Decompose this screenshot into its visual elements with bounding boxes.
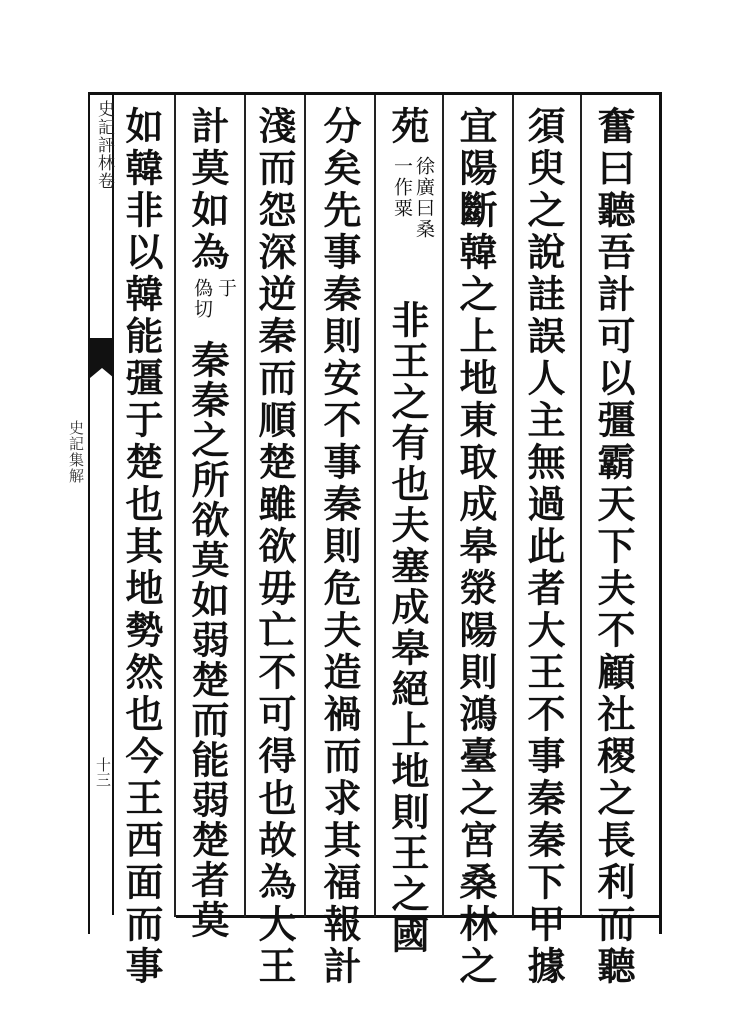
column-rule xyxy=(174,95,176,917)
column-rule xyxy=(512,95,514,917)
column-rule xyxy=(442,95,444,917)
annotation-note-left: 偽切 xyxy=(191,278,213,320)
margin-page-number: 十三 xyxy=(94,757,112,787)
column-rule xyxy=(374,95,376,917)
text-column-3: 宜陽斷韓之上地東取成皋滎陽則鴻臺之宮桑林之 xyxy=(453,106,498,988)
margin-book-title: 史記評林卷 xyxy=(94,100,114,190)
text-column-7-head: 計莫如為 xyxy=(185,106,230,274)
column-rule xyxy=(580,95,582,917)
annotation-note-left: 一作粟 xyxy=(391,156,413,219)
text-column-1: 奮曰聽吾計可以彊霸天下夫不顧社稷之長利而聽 xyxy=(591,106,636,988)
margin-strip xyxy=(90,95,114,915)
text-column-7-tail: 秦秦之所欲莫如弱楚而能弱楚者莫 xyxy=(185,340,230,940)
fishtail-mark-icon xyxy=(90,338,114,368)
text-column-4-tail: 非王之有也夫塞成皋絕上地則王之國 xyxy=(385,300,430,956)
text-column-8: 如韓非以韓能彊于楚也其地勢然也今王西面而事 xyxy=(119,106,164,988)
text-column-4-head: 苑 xyxy=(385,106,430,148)
text-column-2: 須臾之說詿誤人主無過此者大王不事秦秦下甲據 xyxy=(521,106,566,988)
text-column-6: 淺而怨深逆秦而順楚雖欲毋亡不可得也故為大王 xyxy=(252,106,297,988)
column-rule xyxy=(304,95,306,917)
text-column-5: 分矣先事秦則安不事秦則危夫造禍而求其福報計 xyxy=(317,106,362,988)
margin-side-title: 史記集解 xyxy=(67,420,85,484)
annotation-note-right: 徐廣曰桑 xyxy=(413,156,435,240)
annotation-note-right: 于 xyxy=(215,278,237,299)
column-rule xyxy=(244,95,246,917)
